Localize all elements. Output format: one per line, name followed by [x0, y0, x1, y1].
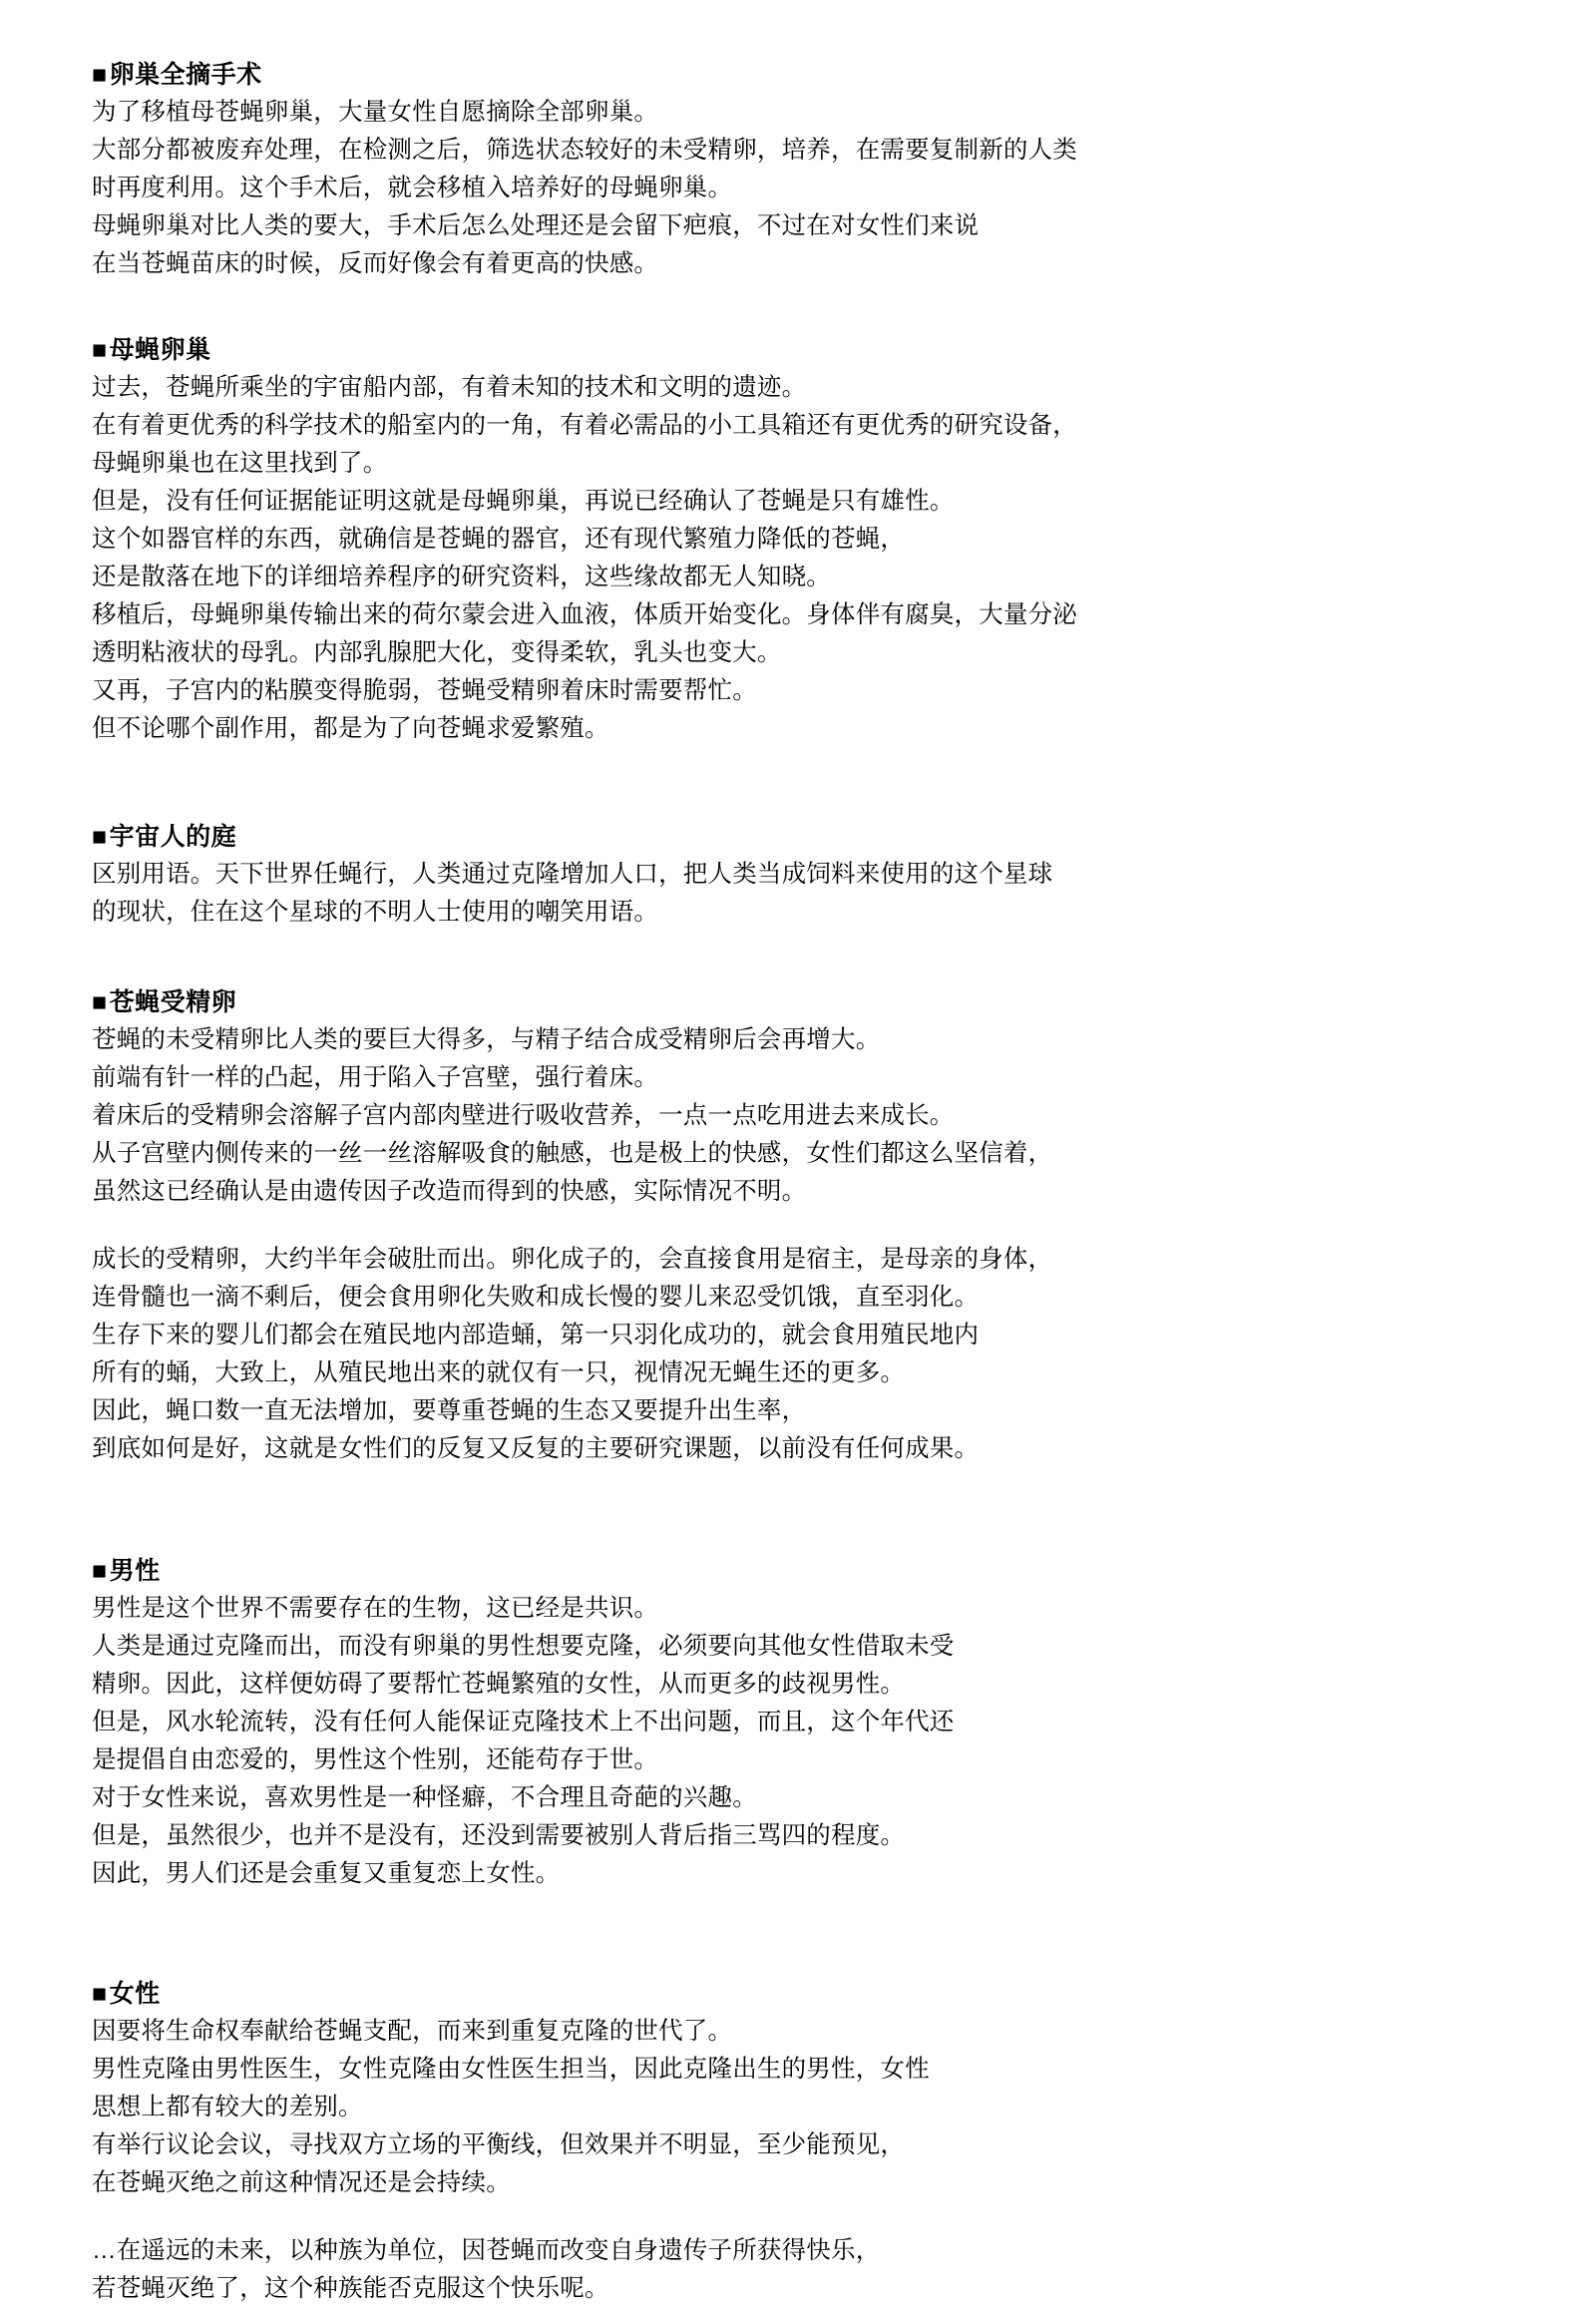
section-heading: [92, 1552, 1518, 1590]
section-mother-fly-ovary: [92, 331, 1518, 748]
paragraph-line: 母蝇卵巢对比人类的要大，手术后怎么处理还是会留下疤痕，不过在对女性们来说: [92, 212, 980, 239]
section-spacer: [92, 283, 1518, 331]
paragraph-line: 因此，男人们还是会重复又重复恋上女性。: [92, 1860, 561, 1887]
paragraph-line: 在有着更优秀的科学技术的船室内的一角，有着必需品的小工具箱还有更优秀的研究设备，: [92, 412, 1077, 439]
bullet-marker: ■: [92, 1557, 108, 1585]
section-heading-text: 宇宙人的庭: [109, 823, 237, 851]
paragraph-line: 但是，没有任何证据能证明这就是母蝇卵巢，再说已经确认了苍蝇是只有雄性。: [92, 488, 955, 515]
section-heading: [92, 56, 1518, 94]
section-alien-garden: [92, 818, 1518, 932]
paragraph-line: 因要将生命权奉献给苍蝇支配，而来到重复克隆的世代了。: [92, 2018, 733, 2045]
paragraph-line: 但是，虽然很少，也并不是没有，还没到需要被别人背后指三骂四的程度。: [92, 1822, 906, 1849]
paragraph-line: 大部分都被废弃处理，在检测之后，筛选状态较好的未受精卵，培养，在需要复制新的人类: [92, 137, 1077, 164]
section-fly-fertilized-egg: [92, 983, 1518, 1468]
paragraph-line: 在当苍蝇苗床的时候，反而好像会有着更高的快感。: [92, 250, 659, 277]
paragraph-line: 在苍蝇灭绝之前这种情况还是会持续。: [92, 2169, 511, 2196]
bullet-marker: ■: [92, 823, 108, 851]
paragraph-line: 时再度利用。这个手术后，就会移植入培养好的母蝇卵巢。: [92, 175, 733, 201]
paragraph-line: 过去，苍蝇所乘坐的宇宙船内部，有着未知的技术和文明的遗迹。: [92, 374, 807, 401]
bullet-marker: ■: [92, 61, 108, 89]
paragraph-line: 男性是这个世界不需要存在的生物，这已经是共识。: [92, 1595, 659, 1622]
paragraph-line: 从子宫壁内侧传来的一丝一丝溶解吸食的触感，也是极上的快感，女性们都这么坚信着，: [92, 1140, 1053, 1167]
paragraph-line: 精卵。因此，这样便妨碍了要帮忙苍蝇繁殖的女性，从而更多的歧视男性。: [92, 1671, 906, 1698]
section-heading-text: 男性: [109, 1557, 161, 1585]
paragraph-line: 思想上都有较大的差别。: [92, 2094, 363, 2120]
section-spacer: [92, 932, 1518, 983]
paragraph-line: 到底如何是好，这就是女性们的反复又反复的主要研究课题，以前没有任何成果。: [92, 1435, 980, 1462]
paragraph-line: 还是散落在地下的详细培养程序的研究资料，这些缘故都无人知晓。: [92, 564, 831, 590]
bullet-marker: ■: [92, 988, 108, 1016]
paragraph-line: 是提倡自由恋爱的，男性这个性别，还能苟存于世。: [92, 1746, 659, 1773]
section-spacer: [92, 748, 1518, 818]
section-heading: [92, 983, 1518, 1021]
section-heading: [92, 818, 1518, 856]
section-ovary-removal: [92, 56, 1518, 283]
paragraph-line: 若苍蝇灭绝了，这个种族能否克服这个快乐呢。: [92, 2275, 609, 2302]
bullet-marker: ■: [92, 336, 108, 364]
section-heading-text: 女性: [109, 1980, 161, 2008]
paragraph-line: 但不论哪个副作用，都是为了向苍蝇求爱繁殖。: [92, 715, 609, 742]
section-female: [92, 1975, 1518, 2308]
section-spacer: [92, 1468, 1518, 1552]
section-heading: [92, 331, 1518, 369]
paragraph-line: 虽然这已经确认是由遗传因子改造而得到的快感，实际情况不明。: [92, 1178, 807, 1205]
paragraph-line: 男性克隆由男性医生，女性克隆由女性医生担当，因此克隆出生的男性，女性: [92, 2056, 930, 2083]
paragraph-line: 移植后，母蝇卵巢传输出来的荷尔蒙会进入血液，体质开始变化。身体伴有腐臭，大量分泌: [92, 601, 1077, 628]
paragraph-line: 的现状，住在这个星球的不明人士使用的嘲笑用语。: [92, 899, 659, 926]
paragraph-line: 母蝇卵巢也在这里找到了。: [92, 450, 388, 477]
paragraph-line: …在遥远的未来，以种族为单位，因苍蝇而改变自身遗传子所获得快乐，: [92, 2237, 881, 2264]
paragraph-line: 又再，子宫内的粘膜变得脆弱，苍蝇受精卵着床时需要帮忙。: [92, 677, 757, 704]
document-body: [92, 56, 1518, 2308]
paragraph-line: 这个如器官样的东西，就确信是苍蝇的器官，还有现代繁殖力降低的苍蝇，: [92, 526, 906, 553]
paragraph-spacer: [92, 2202, 1518, 2232]
paragraph-line: 对于女性来说，喜欢男性是一种怪癖，不合理且奇葩的兴趣。: [92, 1784, 757, 1811]
paragraph-line: 所有的蛹，大致上，从殖民地出来的就仅有一只，视情况无蝇生还的更多。: [92, 1359, 906, 1386]
paragraph-line: 着床后的受精卵会溶解子宫内部肉壁进行吸收营养，一点一点吃用进去来成长。: [92, 1102, 955, 1129]
paragraph-line: 生存下来的婴儿们都会在殖民地内部造蛹，第一只羽化成功的，就会食用殖民地内: [92, 1322, 980, 1348]
section-heading: [92, 1975, 1518, 2013]
section-heading-text: 苍蝇受精卵: [109, 988, 237, 1016]
section-heading-text: 卵巣全摘手术: [109, 61, 262, 89]
bullet-marker: ■: [92, 1980, 108, 2008]
paragraph-line: 苍蝇的未受精卵比人类的要巨大得多，与精子结合成受精卵后会再增大。: [92, 1026, 881, 1053]
paragraph-line: 有举行议论会议，寻找双方立场的平衡线，但效果并不明显，至少能预见，: [92, 2131, 906, 2158]
paragraph-line: 连骨髓也一滴不剩后，便会食用卵化失败和成长慢的婴儿来忍受饥饿，直至羽化。: [92, 1284, 980, 1311]
section-heading-text: 母蝇卵巢: [109, 336, 211, 364]
paragraph-line: 区别用语。天下世界任蝇行，人类通过克隆增加人口，把人类当成饲料来使用的这个星球: [92, 861, 1053, 888]
paragraph-line: 为了移植母苍蝇卵巢，大量女性自愿摘除全部卵巢。: [92, 99, 659, 126]
paragraph-line: 因此，蝇口数一直无法增加，要尊重苍蝇的生态又要提升出生率，: [92, 1397, 807, 1424]
paragraph-line: 透明粘液状的母乳。内部乳腺肥大化，变得柔软，乳头也变大。: [92, 639, 782, 666]
paragraph-spacer: [92, 1211, 1518, 1241]
paragraph-line: 人类是通过克隆而出，而没有卵巢的男性想要克隆，必须要向其他女性借取未受: [92, 1633, 955, 1660]
section-spacer: [92, 1893, 1518, 1975]
paragraph-line: 但是，风水轮流转，没有任何人能保证克隆技术上不出问题，而且，这个年代还: [92, 1709, 955, 1735]
paragraph-line: 成长的受精卵，大约半年会破肚而出。卵化成子的，会直接食用是宿主，是母亲的身体，: [92, 1246, 1053, 1273]
paragraph-line: 前端有针一样的凸起，用于陷入子宫壁，强行着床。: [92, 1064, 659, 1091]
section-male: [92, 1552, 1518, 1893]
